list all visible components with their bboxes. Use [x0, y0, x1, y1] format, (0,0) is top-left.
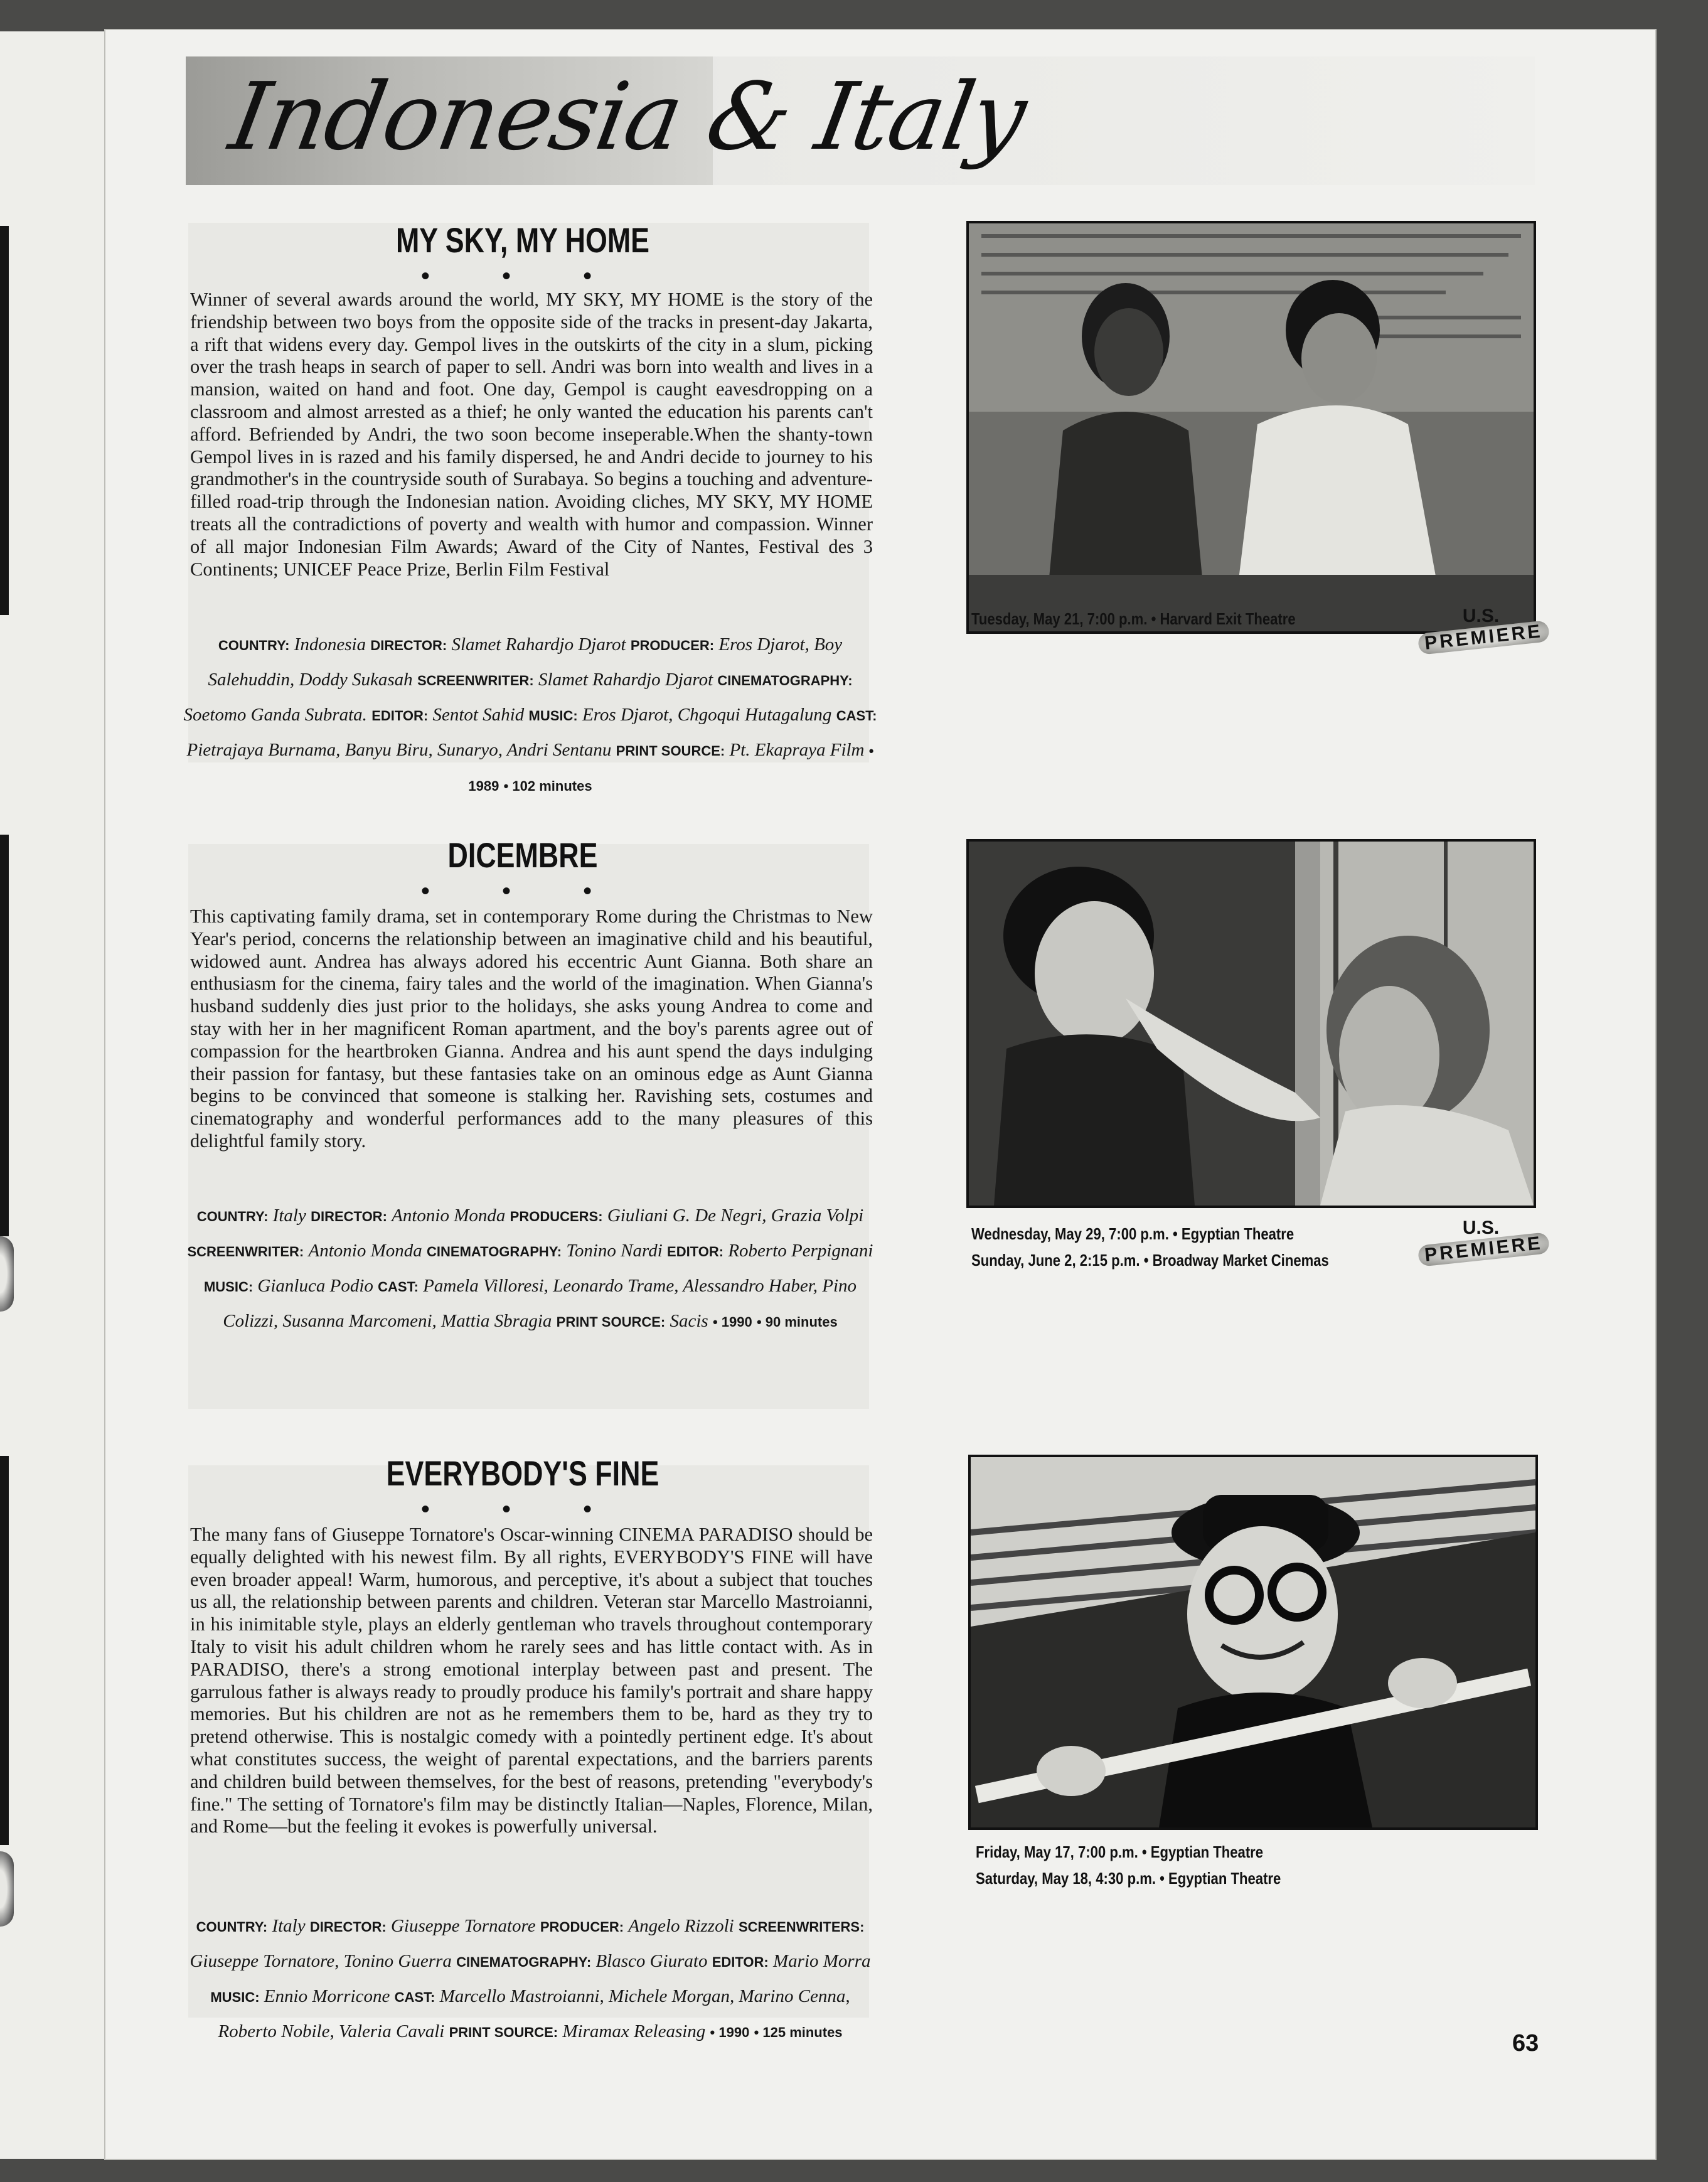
film-title: EVERYBODY'S FINE	[386, 1453, 659, 1493]
credit-label: DIRECTOR:	[370, 638, 447, 653]
credit-value: Italy	[272, 1916, 306, 1936]
film-credits	[182, 628, 878, 803]
credit-value: Gianluca Podio	[257, 1276, 373, 1296]
credit-label: COUNTRY:	[218, 638, 290, 653]
credit-value: Giuseppe Tornatore	[390, 1916, 536, 1936]
credit-value: Pt. Ekapraya Film	[729, 740, 865, 760]
credit-label: EDITOR:	[371, 708, 429, 724]
credit-value: Eros Djarot, Boy Salehuddin, Doddy Sukasah	[208, 634, 843, 690]
credit-value: Sentot Sahid	[432, 705, 525, 725]
credit-label: PRODUCERS:	[510, 1209, 603, 1224]
film-still-man-at-train-window-icon	[971, 1457, 1535, 1827]
credit-value: Giuseppe Tornatore, Tonino Guerra	[189, 1951, 452, 1971]
credit-value: Italy	[272, 1206, 306, 1226]
credit-label: SCREENWRITER:	[417, 673, 534, 688]
screening-time: Saturday, May 18, 4:30 p.m. • Egyptian Theatre	[976, 1869, 1281, 1888]
premiere-line1: U.S.	[1462, 606, 1500, 626]
us-premiere-badge	[1418, 606, 1544, 663]
credit-label: MUSIC:	[210, 1989, 260, 2005]
film-credits	[182, 1909, 878, 2050]
film-still	[966, 221, 1536, 634]
credit-value: Miramax Releasing	[562, 2021, 706, 2041]
credit-value: Giuliani G. De Negri, Grazia Volpi	[607, 1206, 864, 1226]
film-year: • 1990	[710, 2024, 750, 2040]
credit-value: Antonio Monda	[308, 1241, 422, 1261]
left-facing-page	[0, 31, 115, 2159]
credit-label: PRODUCER:	[630, 638, 715, 653]
credit-label: SCREENWRITER:	[187, 1244, 304, 1259]
credit-value: Blasco Giurato	[595, 1951, 708, 1971]
credit-label: EDITOR:	[667, 1244, 724, 1259]
premiere-line1: U.S.	[1462, 1217, 1500, 1238]
left-page-photo-edge	[0, 226, 9, 615]
credit-label: MUSIC:	[203, 1279, 254, 1295]
credit-value: Indonesia	[294, 634, 366, 655]
left-page-curl	[0, 1851, 14, 1927]
screening-time: Wednesday, May 29, 7:00 p.m. • Egyptian Theatre	[971, 1224, 1294, 1243]
credit-label: SCREENWRITERS:	[738, 1919, 865, 1935]
premiere-line2: PREMIERE	[1417, 620, 1550, 655]
credit-label: DIRECTOR:	[309, 1919, 387, 1935]
credit-label: PRINT SOURCE:	[449, 2024, 558, 2040]
banner-title: Indonesia & Italy	[222, 63, 1033, 171]
credit-label: DIRECTOR:	[311, 1209, 387, 1224]
credit-label: CAST:	[378, 1279, 419, 1295]
film-still-two-boys-icon	[969, 223, 1534, 631]
credit-label: PRINT SOURCE:	[616, 743, 725, 759]
credit-label: MUSIC:	[528, 708, 578, 724]
credit-value: Roberto Perpignani	[728, 1241, 873, 1261]
film-runtime: • 125 minutes	[754, 2024, 843, 2040]
credit-label: PRINT SOURCE:	[556, 1314, 666, 1330]
credit-label: CINEMATOGRAPHY:	[717, 673, 853, 688]
film-synopsis: The many fans of Giuseppe Tornatore's Oscar-winning CINEMA PARADISO should be equally delighted with his newest film. By all rights, EVERYBODY'S FINE will have even broader appeal! Warm, humorous, and perceptive, it's about a subject that touches us all, the relationship between parents and children. Veteran star Marcello Mastroianni, in his inimitable style, plays an elderly gentleman who travels throughout contemporary Italy to visit his adult children whom he rarely sees and has little contact with. As in PARADISO, there's a strong emotional interplay between past and present. The garrulous father is always ready to proudly produce his family's portrait and share happy memories. But his children are not as he remembers them to be, hard as they try to pretend otherwise. This is nostalgic comedy with a pointedly pertinent edge. It's about what constitutes success, the weight of parental expectations, and the barriers parents and children build between themselves, for the best of reasons, pretending "everybody's fine." The setting of Tornatore's film may be distinctly Italian—Naples, Florence, Milan, and Rome—but the feeling it evokes is powerfully universal.	[190, 1524, 873, 1837]
premiere-line2: PREMIERE	[1417, 1232, 1550, 1267]
film-synopsis: Winner of several awards around the world, MY SKY, MY HOME is the story of the friendship between two boys from the opposite side of the tracks in present-day Jakarta, a rift that widens every day. Gempol lives in the outskirts of the city in a slum, picking over the trash heaps in search of paper to sell. Andri was born into wealth and lives in a mansion, waited on hand and foot. One day, Gempol is caught eavesdropping on a classroom and almost arrested as a thief; he only wanted the education his parents can't afford. Befriended by Andri, the two soon become inseperable.When the shanty-town Gempol lives in is razed and his family dispersed, he and Andri decide to journey to his grandmother's in the countryside south of Surabaya. So begins a touching and adventure-filled road-trip through the Indonesian nation. Avoiding cliches, MY SKY, MY HOME treats all the contradictions of poverty and wealth with humor and compassion. Winner of all major Indonesian Film Awards; Award of the City of Nantes, Festival des 3 Continents; UNICEF Peace Prize, Berlin Film Festival	[190, 289, 873, 580]
credit-value: Mario Morra	[773, 1951, 871, 1971]
credit-value: Eros Djarot, Chgoqui Hutagalung	[582, 705, 832, 725]
credit-value: Slamet Rahardjo Djarot	[538, 670, 713, 690]
film-year: • 1989	[468, 743, 874, 794]
credit-label: CAST:	[836, 708, 877, 724]
screening-time: Tuesday, May 21, 7:00 p.m. • Harvard Exit Theatre	[971, 609, 1296, 628]
credit-label: PRODUCER:	[540, 1919, 624, 1935]
credit-value: Antonio Monda	[392, 1206, 506, 1226]
title-divider: • • •	[420, 1495, 625, 1523]
film-still	[966, 839, 1536, 1208]
credit-value: Slamet Rahardjo Djarot	[451, 634, 626, 655]
film-title: MY SKY, MY HOME	[395, 220, 650, 260]
credit-value: Angelo Rizzoli	[628, 1916, 734, 1936]
credit-label: CINEMATOGRAPHY:	[456, 1954, 592, 1970]
film-still	[968, 1455, 1538, 1830]
film-credits	[182, 1199, 878, 1339]
us-premiere-badge	[1418, 1217, 1544, 1275]
page-number: 63	[1512, 2030, 1539, 2056]
credit-value: Sacis	[670, 1311, 708, 1331]
left-page-photo-edge	[0, 1456, 9, 1845]
title-divider: • • •	[420, 877, 625, 905]
screening-time: Friday, May 17, 7:00 p.m. • Egyptian Theatre	[976, 1842, 1264, 1861]
film-runtime: • 102 minutes	[503, 778, 592, 794]
credit-value: Pietrajaya Burnama, Banyu Biru, Sunaryo, Andri Sentanu	[186, 740, 612, 760]
screening-time: Sunday, June 2, 2:15 p.m. • Broadway Market Cinemas	[971, 1251, 1329, 1270]
credit-label: EDITOR:	[712, 1954, 769, 1970]
credit-label: COUNTRY:	[196, 1919, 268, 1935]
credit-value: Tonino Nardi	[566, 1241, 663, 1261]
credit-value: Pamela Villoresi, Leonardo Trame, Alessandro Haber, Pino Colizzi, Susanna Marcomeni, Mattia Sbragia	[223, 1276, 857, 1331]
film-still-boy-and-aunt-icon	[969, 842, 1534, 1206]
credit-value: Ennio Morricone	[264, 1986, 390, 2006]
film-title: DICEMBRE	[447, 835, 598, 875]
credit-label: CAST:	[394, 1989, 435, 2005]
left-page-photo-edge	[0, 835, 9, 1236]
credit-label: CINEMATOGRAPHY:	[427, 1244, 562, 1259]
left-page-curl	[0, 1236, 14, 1312]
credit-value: Soetomo Ganda Subrata.	[183, 705, 367, 725]
title-divider: • • •	[420, 262, 625, 290]
film-year: • 1990	[712, 1314, 752, 1330]
credit-label: COUNTRY:	[196, 1209, 269, 1224]
film-runtime: • 90 minutes	[756, 1314, 838, 1330]
credit-value: Marcello Mastroianni, Michele Morgan, Marino Cenna, Roberto Nobile, Valeria Cavali	[218, 1986, 850, 2041]
film-synopsis: This captivating family drama, set in contemporary Rome during the Christmas to New Year's period, concerns the relationship between an imaginative child and his beautiful, widowed aunt. Andrea has always adored his eccentric Aunt Gianna. Both share an enthusiasm for the cinema, fairy tales and the world of the imagination. When Gianna's husband suddenly dies just prior to the holidays, she asks young Andrea to come and stay with her in her magnificent Roman apartment, and the boy's parents agree out of compassion for the heartbroken Gianna. Andrea and his aunt spend the days indulging their passion for fantasy, but these fantasies take on an ominous edge as Aunt Gianna begins to be convinced that someone is stalking her. Ravishing sets, costumes and cinematography and wonderful performances add to the many pleasures of this delightful family story.	[190, 906, 873, 1152]
